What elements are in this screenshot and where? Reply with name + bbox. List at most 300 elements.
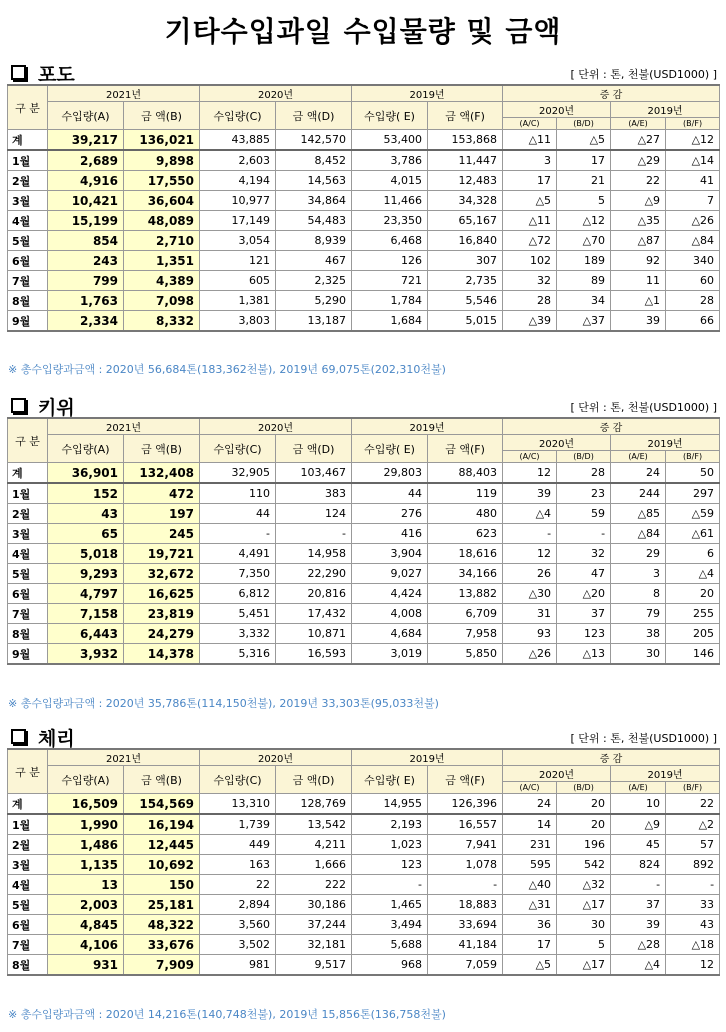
header-cell: (A/C) — [503, 782, 557, 794]
row-label: 2월 — [8, 171, 48, 191]
table-row — [8, 483, 720, 504]
data-cell: 34,864 — [276, 191, 352, 211]
data-cell: 23 — [557, 483, 611, 504]
row-label: 8월 — [8, 291, 48, 311]
data-cell: 2,894 — [200, 895, 276, 915]
header-cell: 수입량(C) — [200, 766, 276, 794]
table-row — [8, 130, 720, 151]
data-cell: △2 — [666, 814, 720, 835]
table-row — [8, 271, 720, 291]
data-cell: 416 — [352, 524, 428, 544]
data-cell: 14,378 — [124, 644, 200, 665]
data-cell: 5,018 — [48, 544, 124, 564]
header-cell: 금 액(B) — [124, 766, 200, 794]
data-cell: △12 — [557, 211, 611, 231]
data-cell: 799 — [48, 271, 124, 291]
data-cell: 142,570 — [276, 130, 352, 151]
data-cell: 3 — [503, 150, 557, 171]
header-cell: 2020년 — [200, 418, 352, 435]
header-cell: 증 감 — [503, 85, 720, 102]
data-cell: 11,447 — [428, 150, 503, 171]
data-cell: 39 — [503, 483, 557, 504]
data-cell: 92 — [611, 251, 666, 271]
square-bullet-icon — [11, 398, 26, 413]
data-cell: 128,769 — [276, 794, 352, 815]
data-cell: 31 — [503, 604, 557, 624]
data-cell: 10,871 — [276, 624, 352, 644]
data-cell: 480 — [428, 504, 503, 524]
table-row — [8, 935, 720, 955]
data-cell: △87 — [611, 231, 666, 251]
row-label: 1월 — [8, 483, 48, 504]
data-cell: 16,840 — [428, 231, 503, 251]
data-cell: 245 — [124, 524, 200, 544]
data-cell: 4,106 — [48, 935, 124, 955]
row-label: 3월 — [8, 191, 48, 211]
data-cell: 10,692 — [124, 855, 200, 875]
data-cell: 13,310 — [200, 794, 276, 815]
data-cell: 16,593 — [276, 644, 352, 665]
data-cell: △40 — [503, 875, 557, 895]
data-cell: 3,803 — [200, 311, 276, 332]
header-cell: 2020년 — [200, 85, 352, 102]
table-row — [8, 915, 720, 935]
data-cell: 45 — [611, 835, 666, 855]
data-cell: 41 — [666, 171, 720, 191]
data-cell: 3,494 — [352, 915, 428, 935]
data-cell: 2,710 — [124, 231, 200, 251]
data-cell: △5 — [503, 191, 557, 211]
data-cell: 33,694 — [428, 915, 503, 935]
data-cell: 126 — [352, 251, 428, 271]
data-cell: 150 — [124, 875, 200, 895]
data-cell: 189 — [557, 251, 611, 271]
data-cell: 9,027 — [352, 564, 428, 584]
row-label: 2월 — [8, 835, 48, 855]
data-cell: 30,186 — [276, 895, 352, 915]
data-cell: 4,424 — [352, 584, 428, 604]
data-cell: 43 — [48, 504, 124, 524]
data-cell: △12 — [666, 130, 720, 151]
row-label: 7월 — [8, 271, 48, 291]
data-cell: 152 — [48, 483, 124, 504]
data-cell: 23,819 — [124, 604, 200, 624]
data-cell: △30 — [503, 584, 557, 604]
data-cell: 5 — [557, 935, 611, 955]
data-cell: 4,797 — [48, 584, 124, 604]
header-cell: 2020년 — [503, 435, 611, 451]
header-cell: (B/F) — [666, 782, 720, 794]
data-cell: - — [611, 875, 666, 895]
data-cell: 43,885 — [200, 130, 276, 151]
data-cell: 197 — [124, 504, 200, 524]
data-cell: △35 — [611, 211, 666, 231]
row-label: 4월 — [8, 875, 48, 895]
data-cell: 11,466 — [352, 191, 428, 211]
data-cell: 19,721 — [124, 544, 200, 564]
data-cell: △26 — [503, 644, 557, 665]
data-cell: 22 — [611, 171, 666, 191]
data-cell: 24 — [611, 463, 666, 484]
section-name: 키위 — [38, 397, 75, 419]
row-label: 6월 — [8, 584, 48, 604]
data-cell: 307 — [428, 251, 503, 271]
row-label: 5월 — [8, 564, 48, 584]
data-cell: 14,958 — [276, 544, 352, 564]
data-cell: 44 — [352, 483, 428, 504]
row-label: 6월 — [8, 251, 48, 271]
data-cell: 36,604 — [124, 191, 200, 211]
data-cell: 892 — [666, 855, 720, 875]
data-cell: 7,098 — [124, 291, 200, 311]
data-cell: 15,199 — [48, 211, 124, 231]
data-cell: 65,167 — [428, 211, 503, 231]
data-cell: 297 — [666, 483, 720, 504]
header-cell: (A/E) — [611, 782, 666, 794]
data-cell: 4,008 — [352, 604, 428, 624]
data-cell: 88,403 — [428, 463, 503, 484]
data-cell: 8,452 — [276, 150, 352, 171]
table-row — [8, 794, 720, 815]
table-row — [8, 171, 720, 191]
header-cell: 2021년 — [48, 85, 200, 102]
header-cell: (B/F) — [666, 118, 720, 130]
data-cell: 37 — [611, 895, 666, 915]
data-cell: 65 — [48, 524, 124, 544]
data-cell: 2,603 — [200, 150, 276, 171]
data-cell: 36,901 — [48, 463, 124, 484]
data-cell: 32,181 — [276, 935, 352, 955]
data-cell: 2,334 — [48, 311, 124, 332]
header-cell: 구 분 — [8, 418, 48, 463]
header-cell: 2019년 — [352, 85, 503, 102]
data-cell: 3,332 — [200, 624, 276, 644]
data-cell: 5,850 — [428, 644, 503, 665]
table-row — [8, 835, 720, 855]
table-row — [8, 584, 720, 604]
data-cell: 36 — [503, 915, 557, 935]
data-cell: △20 — [557, 584, 611, 604]
data-cell: - — [200, 524, 276, 544]
section-name: 체리 — [38, 728, 75, 750]
header-cell: 금 액(B) — [124, 435, 200, 463]
data-cell: 12,483 — [428, 171, 503, 191]
table-row — [8, 644, 720, 665]
section-title — [11, 60, 75, 87]
data-cell: △14 — [666, 150, 720, 171]
data-cell: 3,560 — [200, 915, 276, 935]
header-cell: (B/D) — [557, 782, 611, 794]
data-cell: 12 — [503, 463, 557, 484]
data-cell: 4,684 — [352, 624, 428, 644]
header-cell: 2019년 — [611, 766, 720, 782]
data-cell: 17 — [557, 150, 611, 171]
data-cell: 24 — [503, 794, 557, 815]
data-cell: 276 — [352, 504, 428, 524]
data-cell: 2,325 — [276, 271, 352, 291]
data-cell: 1,465 — [352, 895, 428, 915]
data-cell: 39 — [611, 311, 666, 332]
unit-label: [ 단위 : 톤, 천불(USD1000) ] — [570, 732, 717, 745]
data-cell: 25,181 — [124, 895, 200, 915]
data-cell: 1,784 — [352, 291, 428, 311]
data-cell: 136,021 — [124, 130, 200, 151]
data-cell: 34,166 — [428, 564, 503, 584]
data-cell: 605 — [200, 271, 276, 291]
data-cell: 22,290 — [276, 564, 352, 584]
data-cell: 13 — [48, 875, 124, 895]
data-cell: △39 — [503, 311, 557, 332]
data-cell: 22 — [200, 875, 276, 895]
header-cell: 2020년 — [503, 102, 611, 118]
header-cell: 2021년 — [48, 749, 200, 766]
data-cell: 93 — [503, 624, 557, 644]
data-cell: 12 — [666, 955, 720, 976]
data-cell: △28 — [611, 935, 666, 955]
data-cell: 12 — [503, 544, 557, 564]
row-label: 계 — [8, 463, 48, 484]
header-cell: 2020년 — [503, 766, 611, 782]
data-cell: 13,187 — [276, 311, 352, 332]
data-cell: 231 — [503, 835, 557, 855]
data-cell: 4,845 — [48, 915, 124, 935]
header-cell: 2020년 — [200, 749, 352, 766]
data-cell: 4,389 — [124, 271, 200, 291]
header-cell: (B/D) — [557, 118, 611, 130]
data-cell: 14 — [503, 814, 557, 835]
table-row — [8, 291, 720, 311]
data-cell: 7,059 — [428, 955, 503, 976]
data-cell: 10,977 — [200, 191, 276, 211]
import-table — [7, 417, 720, 665]
data-cell: 981 — [200, 955, 276, 976]
data-cell: 29,803 — [352, 463, 428, 484]
data-cell: 5 — [557, 191, 611, 211]
header-cell: 금 액(F) — [428, 435, 503, 463]
data-cell: 126,396 — [428, 794, 503, 815]
section-name: 포도 — [38, 64, 75, 86]
data-cell: 16,625 — [124, 584, 200, 604]
data-cell: 38 — [611, 624, 666, 644]
data-cell: 7,158 — [48, 604, 124, 624]
data-cell: △13 — [557, 644, 611, 665]
data-cell: 18,883 — [428, 895, 503, 915]
data-cell: 33,676 — [124, 935, 200, 955]
table-row — [8, 150, 720, 171]
data-cell: 21 — [557, 171, 611, 191]
data-cell: 39,217 — [48, 130, 124, 151]
data-cell: - — [276, 524, 352, 544]
row-label: 7월 — [8, 935, 48, 955]
data-cell: 9,293 — [48, 564, 124, 584]
data-cell: 17 — [503, 171, 557, 191]
header-cell: 2019년 — [611, 102, 720, 118]
header-cell: 2019년 — [611, 435, 720, 451]
data-cell: 931 — [48, 955, 124, 976]
data-cell: 20,816 — [276, 584, 352, 604]
data-cell: 30 — [611, 644, 666, 665]
table-row — [8, 875, 720, 895]
data-cell: 123 — [352, 855, 428, 875]
data-cell: 17,149 — [200, 211, 276, 231]
data-cell: - — [503, 524, 557, 544]
data-cell: 33 — [666, 895, 720, 915]
data-cell: 9,517 — [276, 955, 352, 976]
data-cell: 32 — [503, 271, 557, 291]
data-cell: 28 — [503, 291, 557, 311]
table-row — [8, 855, 720, 875]
header-cell: (A/C) — [503, 118, 557, 130]
header-cell: 증 감 — [503, 418, 720, 435]
data-cell: 24,279 — [124, 624, 200, 644]
data-cell: 3,054 — [200, 231, 276, 251]
header-cell: 수입량(C) — [200, 102, 276, 130]
data-cell: △4 — [611, 955, 666, 976]
data-cell: 383 — [276, 483, 352, 504]
data-cell: 7,350 — [200, 564, 276, 584]
row-label: 1월 — [8, 814, 48, 835]
data-cell: 6,443 — [48, 624, 124, 644]
data-cell: 1,023 — [352, 835, 428, 855]
data-cell: - — [666, 875, 720, 895]
data-cell: 6 — [666, 544, 720, 564]
table-row — [8, 504, 720, 524]
data-cell: 3,019 — [352, 644, 428, 665]
data-cell: △9 — [611, 191, 666, 211]
data-cell: 22 — [666, 794, 720, 815]
row-label: 9월 — [8, 311, 48, 332]
data-cell: 153,868 — [428, 130, 503, 151]
data-cell: 103,467 — [276, 463, 352, 484]
table-row — [8, 463, 720, 484]
data-cell: 59 — [557, 504, 611, 524]
data-cell: △5 — [557, 130, 611, 151]
data-cell: 3,932 — [48, 644, 124, 665]
data-cell: 123 — [557, 624, 611, 644]
header-cell: 수입량(A) — [48, 102, 124, 130]
header-cell: 금 액(F) — [428, 102, 503, 130]
table-row — [8, 814, 720, 835]
data-cell: 2,003 — [48, 895, 124, 915]
header-cell: (A/E) — [611, 118, 666, 130]
header-cell: (B/F) — [666, 451, 720, 463]
data-cell: 2,689 — [48, 150, 124, 171]
section-header — [7, 393, 719, 417]
data-cell: 1,486 — [48, 835, 124, 855]
data-cell: 32,672 — [124, 564, 200, 584]
data-cell: 1,739 — [200, 814, 276, 835]
data-cell: 37,244 — [276, 915, 352, 935]
data-cell: 17,432 — [276, 604, 352, 624]
data-cell: 124 — [276, 504, 352, 524]
data-cell: 255 — [666, 604, 720, 624]
row-label: 7월 — [8, 604, 48, 624]
data-cell: △11 — [503, 211, 557, 231]
data-cell: 5,546 — [428, 291, 503, 311]
header-cell: 금 액(D) — [276, 102, 352, 130]
table-row — [8, 211, 720, 231]
table-row — [8, 191, 720, 211]
data-cell: 854 — [48, 231, 124, 251]
data-cell: 7,941 — [428, 835, 503, 855]
data-cell: 721 — [352, 271, 428, 291]
data-cell: △61 — [666, 524, 720, 544]
data-cell: 110 — [200, 483, 276, 504]
data-cell: △85 — [611, 504, 666, 524]
table-row — [8, 955, 720, 976]
data-cell: △26 — [666, 211, 720, 231]
data-cell: 3,786 — [352, 150, 428, 171]
data-cell: 154,569 — [124, 794, 200, 815]
data-cell: 39 — [611, 915, 666, 935]
total-note: ※ 총수입량과금액 : 2020년 35,786톤(114,150천불), 2019년 33,303톤(95,033천불) — [8, 697, 439, 710]
header-cell: 금 액(B) — [124, 102, 200, 130]
data-cell: 28 — [666, 291, 720, 311]
data-cell: △29 — [611, 150, 666, 171]
header-cell: 수입량( E) — [352, 435, 428, 463]
data-cell: △70 — [557, 231, 611, 251]
data-cell: 8,939 — [276, 231, 352, 251]
data-cell: 968 — [352, 955, 428, 976]
header-cell: 2019년 — [352, 749, 503, 766]
section-2 — [7, 724, 719, 976]
data-cell: 6,812 — [200, 584, 276, 604]
row-label: 3월 — [8, 855, 48, 875]
data-cell: 4,015 — [352, 171, 428, 191]
data-cell: 3 — [611, 564, 666, 584]
data-cell: 32 — [557, 544, 611, 564]
data-cell: 5,451 — [200, 604, 276, 624]
header-cell: 증 감 — [503, 749, 720, 766]
total-note: ※ 총수입량과금액 : 2020년 14,216톤(140,748천불), 2019년 15,856톤(136,758천불) — [8, 1008, 446, 1021]
data-cell: 89 — [557, 271, 611, 291]
data-cell: 5,290 — [276, 291, 352, 311]
data-cell: △32 — [557, 875, 611, 895]
data-cell: 623 — [428, 524, 503, 544]
table-row — [8, 544, 720, 564]
data-cell: 41,184 — [428, 935, 503, 955]
data-cell: △37 — [557, 311, 611, 332]
data-cell: 32,905 — [200, 463, 276, 484]
data-cell: △84 — [611, 524, 666, 544]
table-row — [8, 604, 720, 624]
header-cell: (A/E) — [611, 451, 666, 463]
data-cell: 119 — [428, 483, 503, 504]
data-cell: △1 — [611, 291, 666, 311]
table-row — [8, 231, 720, 251]
data-cell: 4,491 — [200, 544, 276, 564]
data-cell: 243 — [48, 251, 124, 271]
data-cell: 1,684 — [352, 311, 428, 332]
row-label: 2월 — [8, 504, 48, 524]
data-cell: 13,542 — [276, 814, 352, 835]
section-title — [11, 393, 75, 420]
data-cell: 595 — [503, 855, 557, 875]
data-cell: 4,211 — [276, 835, 352, 855]
data-cell: 23,350 — [352, 211, 428, 231]
data-cell: 1,135 — [48, 855, 124, 875]
section-header — [7, 60, 719, 84]
data-cell: 66 — [666, 311, 720, 332]
import-table — [7, 84, 720, 332]
data-cell: 340 — [666, 251, 720, 271]
data-cell: 47 — [557, 564, 611, 584]
table-row — [8, 251, 720, 271]
data-cell: △4 — [666, 564, 720, 584]
data-cell: 2,193 — [352, 814, 428, 835]
data-cell: - — [557, 524, 611, 544]
section-header — [7, 724, 719, 748]
